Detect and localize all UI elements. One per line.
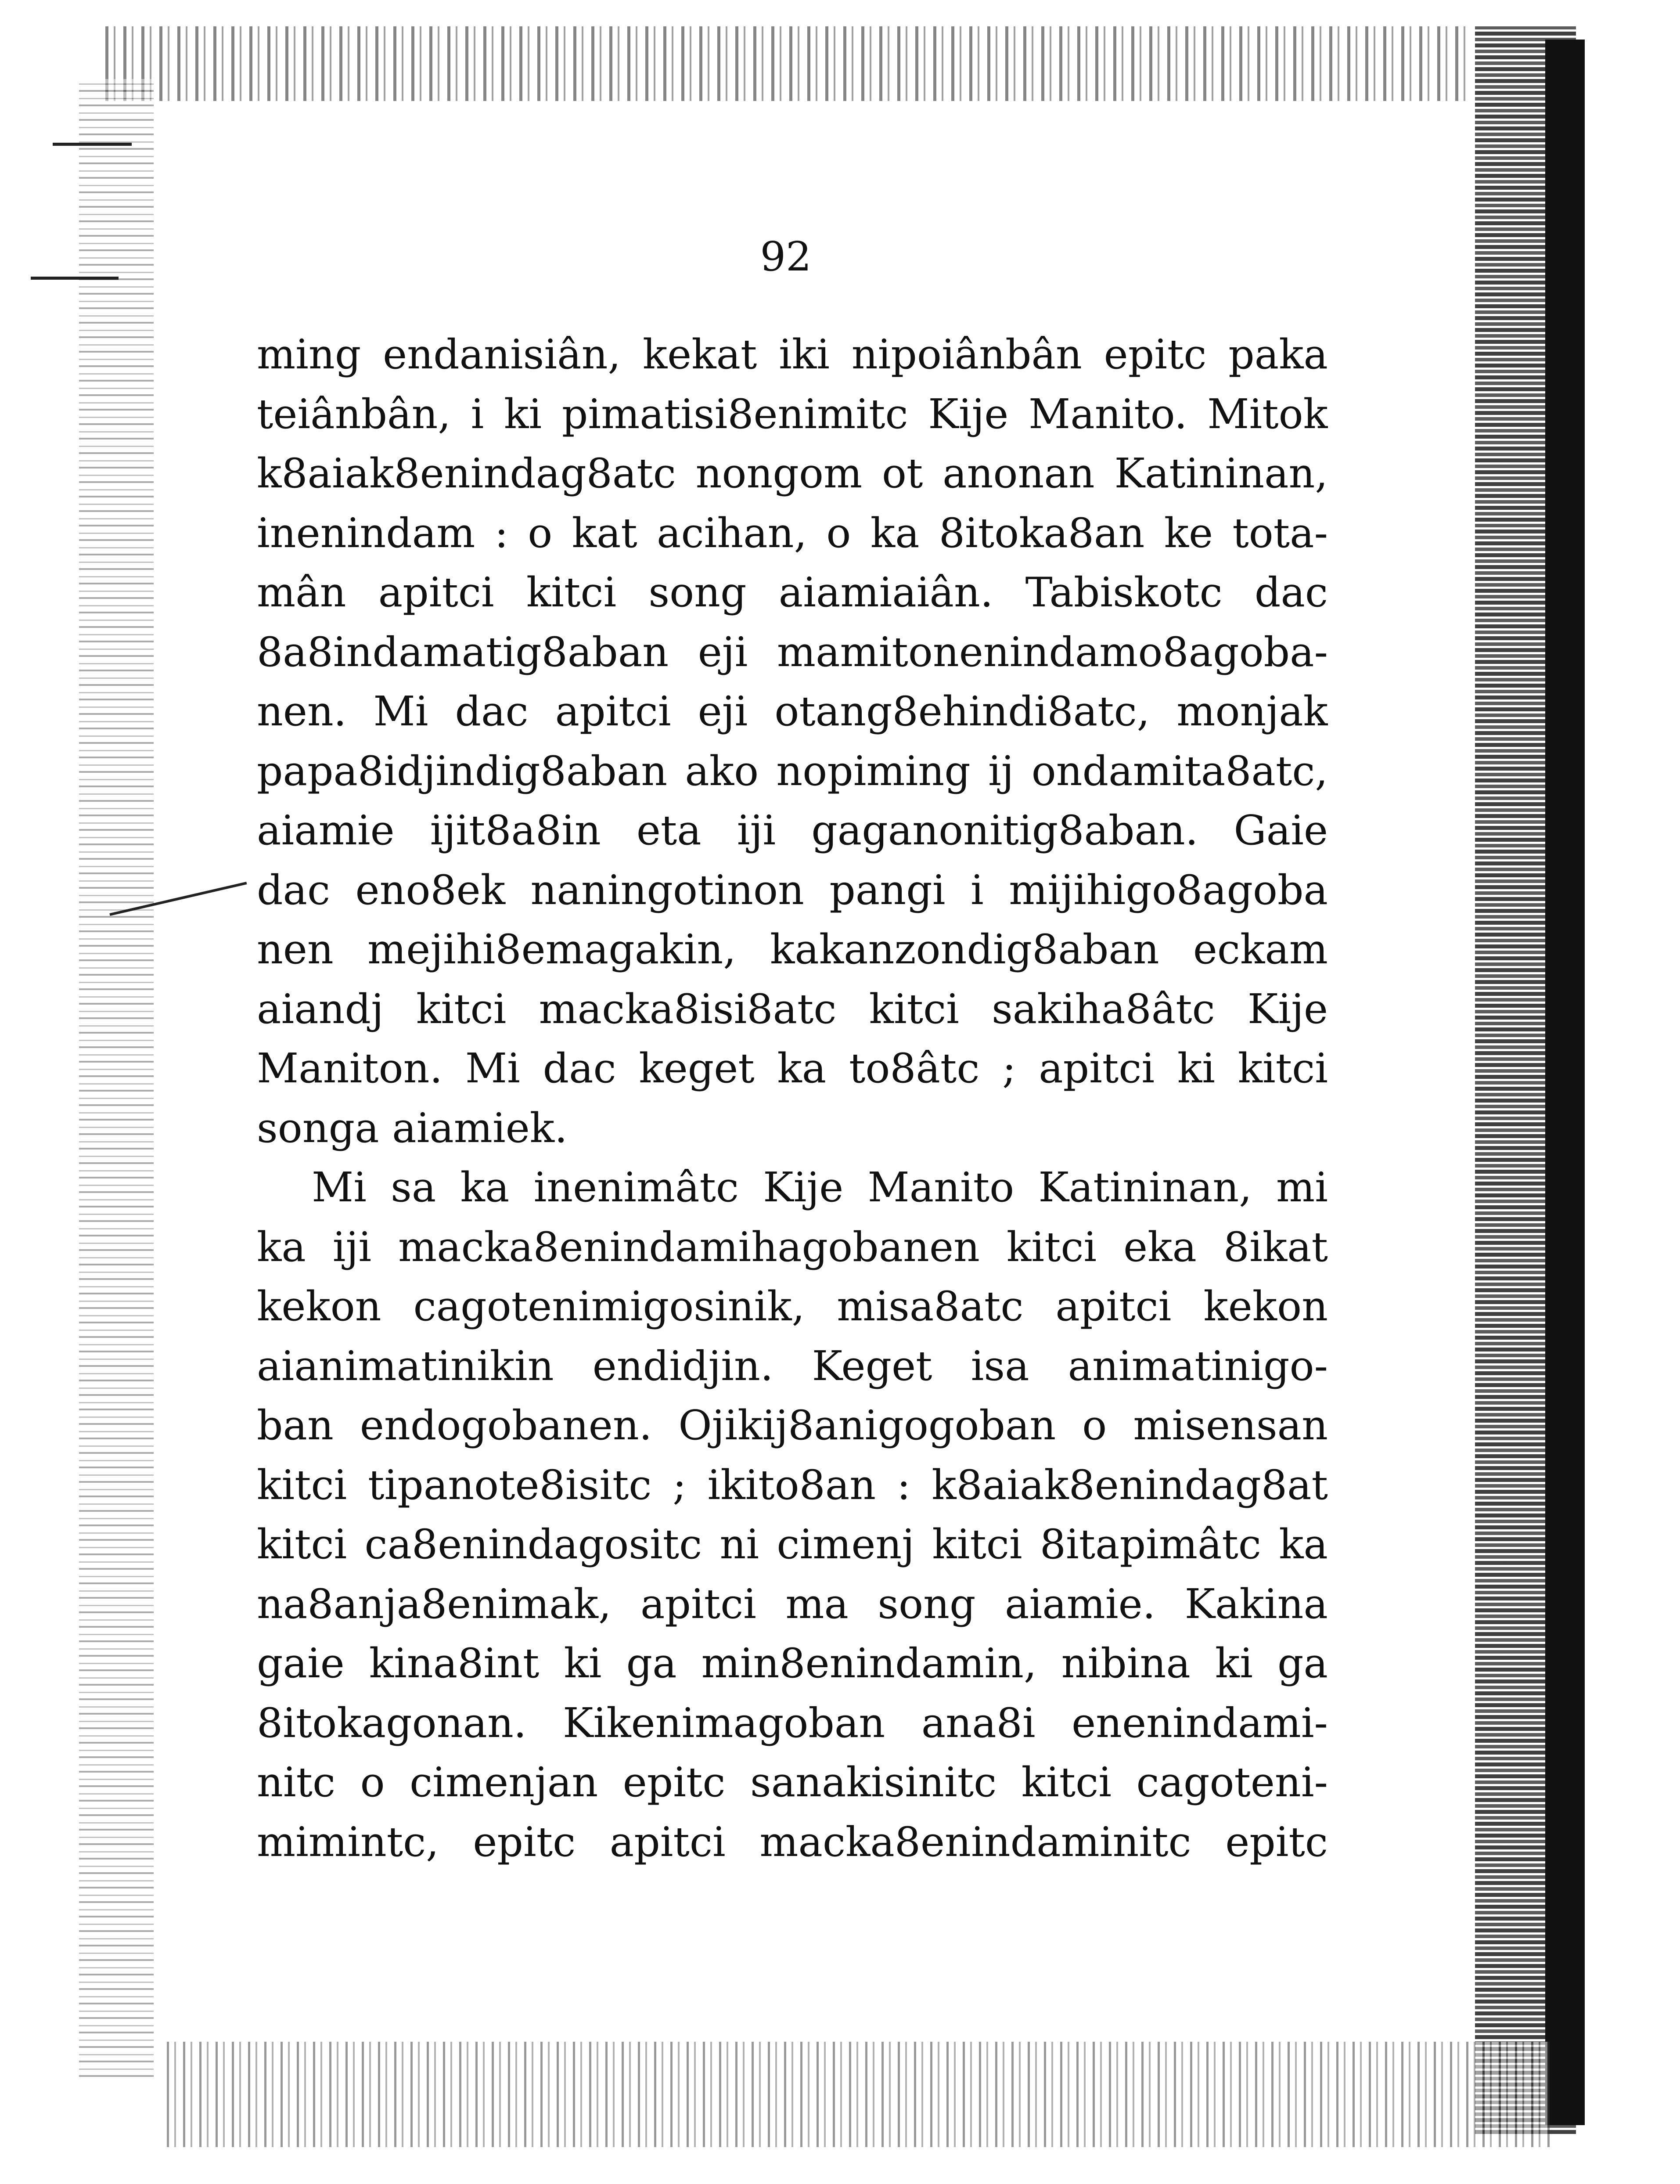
page-number: 92 bbox=[760, 233, 812, 280]
text-line: Maniton. Mi dac keget ka to8âtc ; apitci ki kitci bbox=[257, 1045, 1328, 1092]
text-line: aianimatinikin endidjin. Keget isa animatinigo- bbox=[257, 1342, 1328, 1390]
text-line: 8itokagonan. Kikenimagoban ana8i enenindami- bbox=[257, 1699, 1328, 1747]
text-line: mân apitci kitci song aiamiaiân. Tabiskotc dac bbox=[257, 569, 1328, 616]
scan-border-top bbox=[105, 26, 1466, 101]
text-line: dac eno8ek naningotinon pangi i mijihigo8agoba bbox=[257, 866, 1328, 914]
text-line: papa8idjindig8aban ako nopiming ij ondamita8atc, bbox=[257, 747, 1328, 795]
text-line: aiandj kitci macka8isi8atc kitci sakiha8âtc Kije bbox=[257, 985, 1328, 1033]
text-line: Mi sa ka inenimâtc Kije Manito Katininan, mi bbox=[312, 1164, 1328, 1211]
text-line: nen mejihi8emagakin, kakanzondig8aban eckam bbox=[257, 926, 1328, 973]
text-line: k8aiak8enindag8atc nongom ot anonan Katininan, bbox=[257, 450, 1328, 497]
text-line: kitci ca8enindagositc ni cimenj kitci 8itapimâtc ka bbox=[257, 1521, 1328, 1568]
text-line: nitc o cimenjan epitc sanakisinitc kitci cagoteni- bbox=[257, 1759, 1328, 1806]
scan-border-bottom bbox=[167, 2042, 1550, 2147]
text-line: inenindam : o kat acihan, o ka 8itoka8an ke tota- bbox=[257, 509, 1328, 557]
text-line: kekon cagotenimigosinik, misa8atc apitci kekon bbox=[257, 1283, 1328, 1330]
scan-mark bbox=[31, 277, 119, 280]
text-line: kitci tipanote8isitc ; ikito8an : k8aiak8enindag8at bbox=[257, 1461, 1328, 1509]
text-line: ka iji macka8enindamihagobanen kitci eka 8ikat bbox=[257, 1223, 1328, 1271]
text-line: 8a8indamatig8aban eji mamitonenindamo8agoba- bbox=[257, 628, 1328, 676]
scan-binding-shadow bbox=[1545, 40, 1585, 2125]
scan-mark bbox=[53, 143, 132, 146]
body-text bbox=[257, 325, 1328, 1872]
text-line: mimintc, epitc apitci macka8enindaminitc epitc bbox=[257, 1818, 1328, 1866]
text-line: nen. Mi dac apitci eji otang8ehindi8atc, monjak bbox=[257, 688, 1328, 735]
text-line: aiamie ijit8a8in eta iji gaganonitig8aban. Gaie bbox=[257, 807, 1328, 854]
text-line: ming endanisiân, kekat iki nipoiânbân epitc paka bbox=[257, 331, 1328, 378]
text-line: teiânbân, i ki pimatisi8enimitc Kije Manito. Mitok bbox=[257, 390, 1328, 438]
text-line: songa aiamiek. bbox=[257, 1104, 568, 1152]
scan-border-left bbox=[79, 79, 154, 2077]
text-line: ban endogobanen. Ojikij8anigogoban o misensan bbox=[257, 1402, 1328, 1449]
text-line: na8anja8enimak, apitci ma song aiamie. Kakina bbox=[257, 1580, 1328, 1628]
text-line: gaie kina8int ki ga min8enindamin, nibina ki ga bbox=[257, 1640, 1328, 1687]
